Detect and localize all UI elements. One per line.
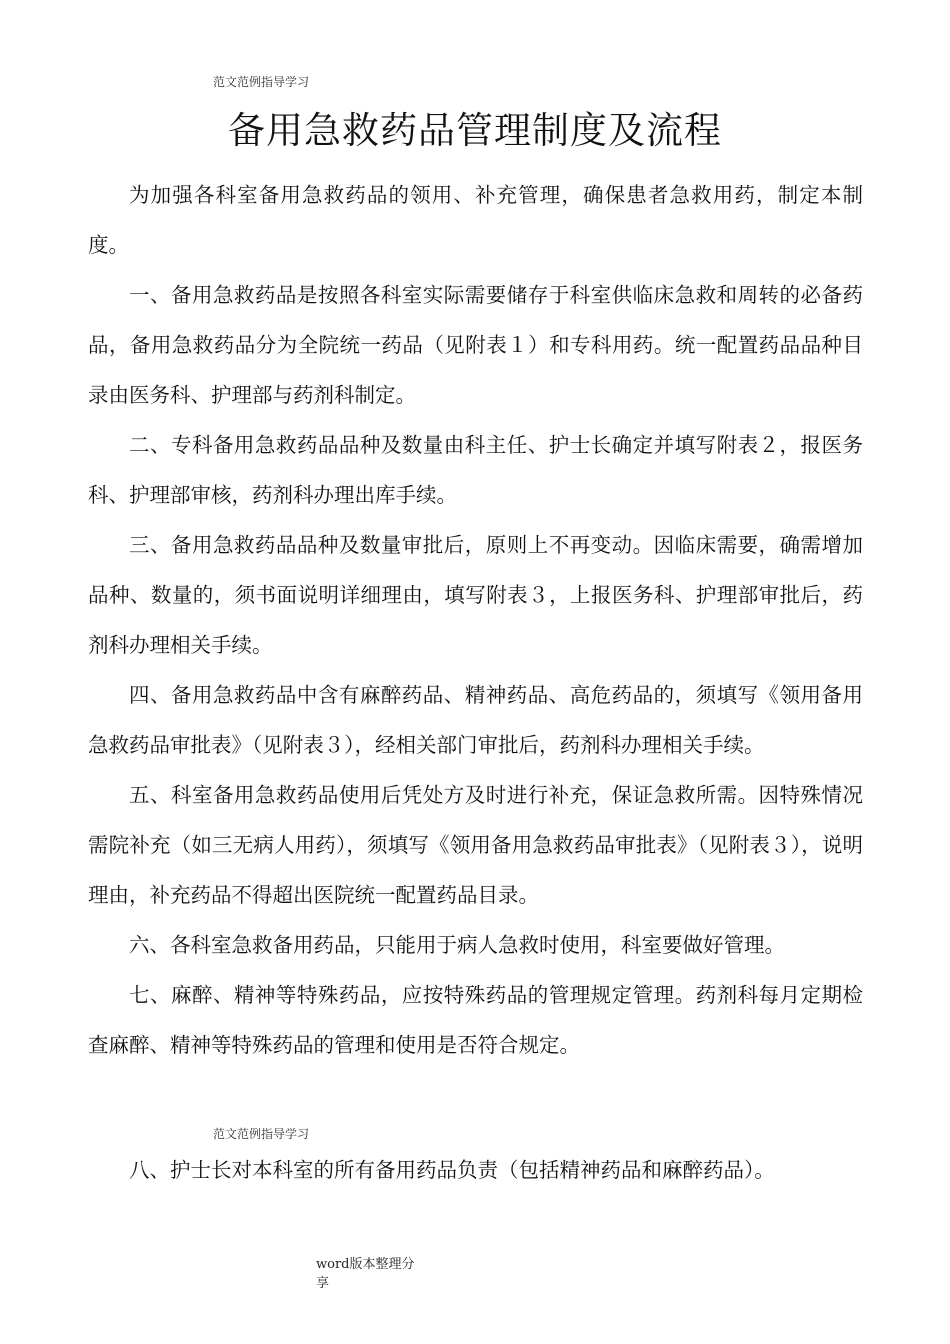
paragraph-item-7: 七、麻醉、精神等特殊药品，应按特殊药品的管理规定管理。药剂科每月定期检查麻醉、精神等特殊药品的管理和使用是否符合规定。 [88, 983, 863, 1057]
page-footer [316, 1255, 436, 1293]
paragraph-item-8: 八、护士长对本科室的所有备用药品负责（包括精神药品和麻醉药品）。 [129, 1158, 775, 1182]
document-body [88, 170, 863, 1070]
footer-line-1: word版本整理分 [316, 1257, 415, 1272]
header-note: 范文范例指导学习 [213, 75, 310, 89]
mid-page-note: 范文范例指导学习 [213, 1127, 310, 1141]
page-title: 备用急救药品管理制度及流程 [228, 109, 722, 152]
paragraph-item-3: 三、备用急救药品品种及数量审批后，原则上不再变动。因临床需要，确需增加品种、数量的，须书面说明详细理由，填写附表３，上报医务科、护理部审批后，药剂科办理相关手续。 [88, 533, 863, 657]
paragraph-item-1: 一、备用急救药品是按照各科室实际需要储存于科室供临床急救和周转的必备药品，备用急救药品分为全院统一药品（见附表１）和专科用药。统一配置药品品种目录由医务科、护理部与药剂科制定。 [88, 283, 863, 407]
intro-paragraph: 为加强各科室备用急救药品的领用、补充管理，确保患者急救用药，制定本制度。 [88, 183, 863, 257]
paragraph-item-2: 二、专科备用急救药品品种及数量由科主任、护士长确定并填写附表２，报医务科、护理部审核，药剂科办理出库手续。 [88, 433, 863, 507]
paragraph-item-5: 五、科室备用急救药品使用后凭处方及时进行补充，保证急救所需。因特殊情况需院补充（如三无病人用药），须填写《领用备用急救药品审批表》（见附表３），说明理由，补充药品不得超出医院统一配置药品目录。 [88, 783, 863, 907]
paragraph-item-6: 六、各科室急救备用药品，只能用于病人急救时使用，科室要做好管理。 [129, 933, 785, 957]
paragraph-item-4: 四、备用急救药品中含有麻醉药品、精神药品、高危药品的，须填写《领用备用急救药品审批表》（见附表３），经相关部门审批后，药剂科办理相关手续。 [88, 683, 863, 757]
footer-line-2: 享 [316, 1276, 330, 1291]
